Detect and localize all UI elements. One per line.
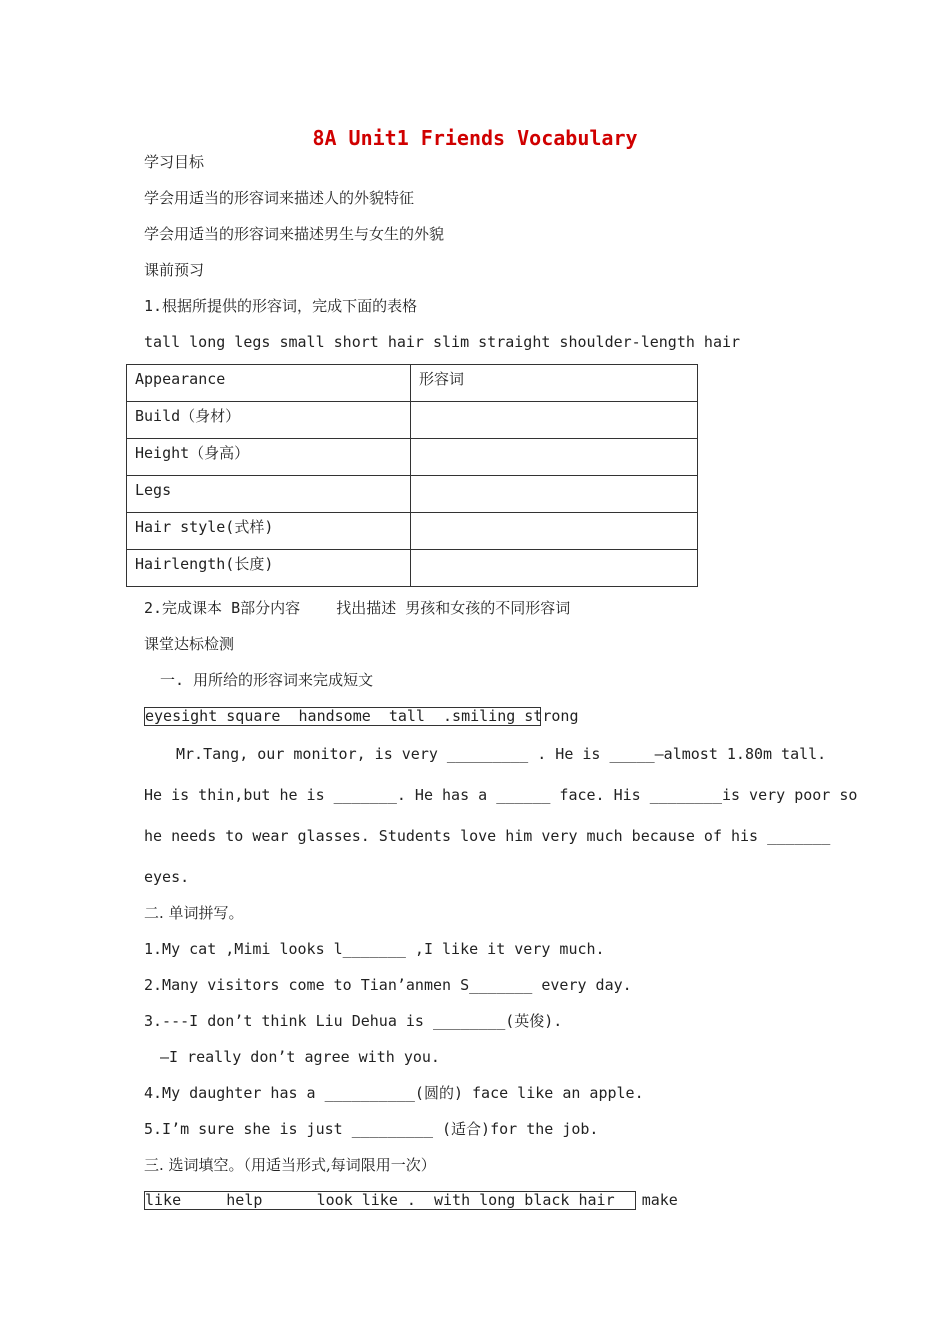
task-1: 1.根据所提供的形容词，完成下面的表格 (144, 297, 418, 315)
word-box-2-text: like help look like . with long black hair make (145, 1191, 678, 1209)
table-row (127, 476, 698, 513)
table-cell (411, 402, 698, 439)
question-4: 4.My daughter has a __________(圆的) face like an apple. (144, 1084, 644, 1102)
goal-1: 学会用适当的形容词来描述人的外貌特征 (144, 189, 415, 207)
table-cell (411, 476, 698, 513)
word-list: tall long legs small short hair slim straight shoulder-length hair (144, 333, 741, 351)
vocabulary-table (126, 364, 698, 587)
table-row (127, 402, 698, 439)
question-2: 2.Many visitors come to Tian’anmen S_______ every day. (144, 976, 632, 994)
table-cell: Hair style(式样) (127, 513, 411, 550)
question-3-reply: —I really don’t agree with you. (160, 1048, 440, 1066)
table-cell (411, 513, 698, 550)
table-cell: Legs (127, 476, 411, 513)
table-cell: Build（身材） (127, 402, 411, 439)
table-header-cell: Appearance (127, 365, 411, 402)
check-heading: 课堂达标检测 (144, 635, 235, 653)
table-cell: Height（身高） (127, 439, 411, 476)
table-row (127, 513, 698, 550)
table-row (127, 550, 698, 587)
table-cell (411, 439, 698, 476)
table-row (127, 439, 698, 476)
question-5: 5.I’m sure she is just _________ (适合)for the job. (144, 1120, 599, 1138)
passage-line-3: he needs to wear glasses. Students love him very much because of his _______ (144, 827, 831, 845)
page-title: 8A Unit1 Friends Vocabulary (312, 126, 638, 150)
passage-line-2: He is thin,but he is _______. He has a ______ face. His ________is very poor so (144, 786, 858, 804)
question-1: 1.My cat ,Mimi looks l_______ ,I like it very much. (144, 940, 605, 958)
goal-2: 学会用适当的形容词来描述男生与女生的外貌 (144, 225, 445, 243)
table-cell (411, 550, 698, 587)
part3-heading: 三. 选词填空。（用适当形式,每词限用一次） (144, 1156, 436, 1174)
table-cell: Hairlength(长度) (127, 550, 411, 587)
goal-heading: 学习目标 (144, 153, 205, 171)
question-3: 3.---I don’t think Liu Dehua is ________(英俊). (144, 1012, 563, 1030)
part1-heading: 一. 用所给的形容词来完成短文 (160, 671, 374, 689)
task-2: 2.完成课本 B部分内容 找出描述 男孩和女孩的不同形容词 (144, 599, 571, 617)
passage-line-4: eyes. (144, 868, 190, 886)
table-header-row (127, 365, 698, 402)
word-box-1-text: eyesight square handsome tall .smiling strong (145, 707, 579, 725)
part2-heading: 二. 单词拼写。 (144, 904, 244, 922)
preview-heading: 课前预习 (144, 261, 205, 279)
passage-line-1: Mr.Tang, our monitor, is very _________ . He is _____—almost 1.80m tall. (176, 745, 827, 763)
table-header-cell: 形容词 (411, 365, 698, 402)
